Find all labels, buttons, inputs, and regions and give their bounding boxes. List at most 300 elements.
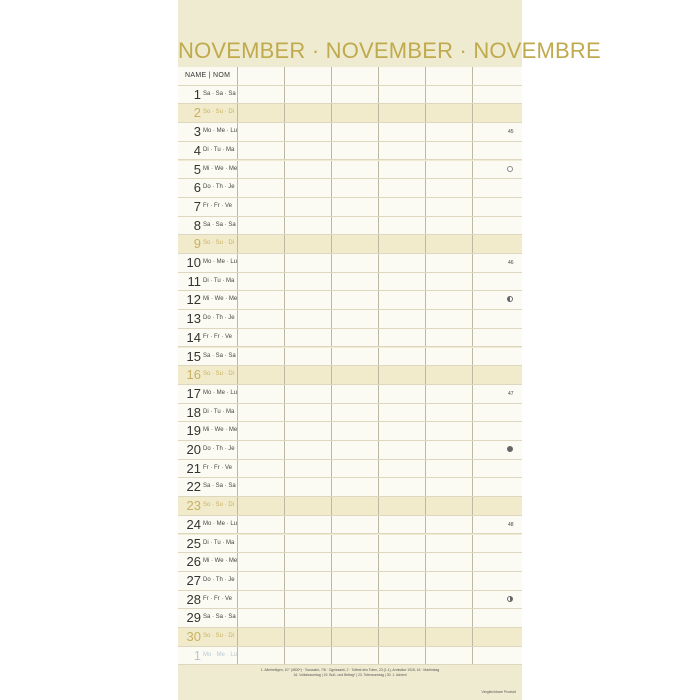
day-row (178, 348, 522, 367)
day-row (178, 460, 522, 479)
day-cell (178, 497, 238, 515)
entry-cell-col-1[interactable] (238, 647, 285, 665)
entry-cell-col-5[interactable] (426, 67, 473, 85)
day-number: 8 (193, 217, 201, 233)
entry-cell-col-3[interactable] (332, 497, 379, 515)
entry-cell-col-3[interactable] (332, 385, 379, 403)
day-names: Fr · Fr · Ve (203, 202, 232, 209)
entry-cell-col-5[interactable] (426, 217, 473, 235)
day-row (178, 235, 522, 254)
day-cell (178, 123, 238, 141)
entry-cell-col-5[interactable] (426, 422, 473, 440)
entry-cell-col-3[interactable] (332, 310, 379, 328)
name-header-cell (178, 67, 238, 85)
entry-cell-col-6[interactable] (473, 535, 522, 553)
entry-cell-col-4[interactable] (379, 591, 426, 609)
entry-cell-col-3[interactable] (332, 123, 379, 141)
entry-cell-col-1[interactable] (238, 86, 285, 104)
entry-cell-col-2[interactable] (285, 385, 332, 403)
day-number: 25 (186, 535, 201, 551)
entry-cell-col-3[interactable] (332, 404, 379, 422)
entry-cell-col-6[interactable] (473, 179, 522, 197)
entry-cell-col-6[interactable] (473, 310, 522, 328)
day-number: 29 (186, 610, 201, 626)
entry-cell-col-3[interactable] (332, 291, 379, 309)
entry-cell-col-4[interactable] (379, 329, 426, 347)
entry-cell-col-5[interactable] (426, 628, 473, 646)
entry-cell-col-5[interactable] (426, 142, 473, 160)
day-names: Mo · Me · Lu (203, 651, 238, 658)
day-names: Mi · We · Me (203, 427, 238, 434)
entry-cell-col-1[interactable] (238, 516, 285, 534)
day-cell (178, 273, 238, 291)
calendar-page (178, 0, 601, 700)
entry-cell-col-5[interactable] (426, 609, 473, 627)
footer-notes (178, 668, 522, 678)
day-names: Sa · Sa · Sa (203, 483, 236, 490)
day-cell (178, 516, 238, 534)
entry-cell-col-3[interactable] (332, 329, 379, 347)
entry-cell-col-6[interactable] (473, 609, 522, 627)
entry-cell-col-3[interactable] (332, 572, 379, 590)
entry-cell-col-3[interactable] (332, 553, 379, 571)
day-names: Mi · We · Me (203, 296, 238, 303)
entry-cell-col-4[interactable] (379, 553, 426, 571)
entry-cell-col-6[interactable] (473, 553, 522, 571)
day-cell (178, 460, 238, 478)
entry-cell-col-1[interactable] (238, 460, 285, 478)
entry-cell-col-3[interactable] (332, 535, 379, 553)
entry-cell-col-4[interactable] (379, 179, 426, 197)
entry-cell-col-1[interactable] (238, 161, 285, 179)
day-cell (178, 142, 238, 160)
day-cell (178, 609, 238, 627)
day-row (178, 86, 522, 105)
entry-cell-col-6[interactable] (473, 422, 522, 440)
day-cell (178, 385, 238, 403)
entry-cell-col-1[interactable] (238, 385, 285, 403)
entry-cell-col-1[interactable] (238, 535, 285, 553)
entry-cell-col-6[interactable] (473, 254, 522, 272)
entry-cell-col-4[interactable] (379, 478, 426, 496)
entry-cell-col-2[interactable] (285, 404, 332, 422)
entry-cell-col-2[interactable] (285, 497, 332, 515)
entry-cell-col-4[interactable] (379, 254, 426, 272)
entry-cell-col-1[interactable] (238, 441, 285, 459)
day-number: 21 (186, 460, 201, 476)
day-names: Fr · Fr · Ve (203, 464, 232, 471)
entry-cell-col-6[interactable] (473, 460, 522, 478)
entry-cell-col-6[interactable] (473, 67, 522, 85)
day-row (178, 553, 522, 572)
month-title: NOVEMBER · NOVEMBER · NOVEMBRE (178, 38, 601, 63)
entry-cell-col-3[interactable] (332, 478, 379, 496)
entry-cell-col-5[interactable] (426, 553, 473, 571)
day-cell (178, 235, 238, 253)
entry-cell-col-6[interactable] (473, 497, 522, 515)
entry-cell-col-4[interactable] (379, 86, 426, 104)
entry-cell-col-3[interactable] (332, 104, 379, 122)
entry-cell-col-1[interactable] (238, 366, 285, 384)
entry-cell-col-2[interactable] (285, 478, 332, 496)
entry-cell-col-6[interactable] (473, 273, 522, 291)
entry-cell-col-6[interactable] (473, 104, 522, 122)
entry-cell-col-6[interactable] (473, 478, 522, 496)
entry-cell-col-5[interactable] (426, 572, 473, 590)
day-cell (178, 404, 238, 422)
entry-cell-col-3[interactable] (332, 591, 379, 609)
day-cell (178, 86, 238, 104)
day-number: 14 (186, 329, 201, 345)
entry-cell-col-4[interactable] (379, 385, 426, 403)
entry-cell-col-1[interactable] (238, 591, 285, 609)
entry-cell-col-5[interactable] (426, 179, 473, 197)
entry-cell-col-2[interactable] (285, 142, 332, 160)
entry-cell-col-4[interactable] (379, 404, 426, 422)
entry-cell-col-5[interactable] (426, 291, 473, 309)
entry-cell-col-2[interactable] (285, 572, 332, 590)
entry-cell-col-4[interactable] (379, 628, 426, 646)
entry-cell-col-4[interactable] (379, 291, 426, 309)
entry-cell-col-3[interactable] (332, 161, 379, 179)
entry-cell-col-6[interactable] (473, 647, 522, 665)
week-number: 47 (508, 390, 514, 397)
entry-cell-col-1[interactable] (238, 329, 285, 347)
entry-cell-col-2[interactable] (285, 647, 332, 665)
entry-cell-col-1[interactable] (238, 179, 285, 197)
entry-cell-col-6[interactable] (473, 441, 522, 459)
day-number: 5 (193, 161, 201, 177)
day-names: Mo · Me · Lu (203, 259, 238, 265)
entry-cell-col-1[interactable] (238, 254, 285, 272)
day-row (178, 572, 522, 591)
entry-cell-col-4[interactable] (379, 273, 426, 291)
day-number: 30 (186, 629, 201, 644)
day-row (178, 161, 522, 180)
day-cell (178, 535, 238, 553)
entry-cell-col-4[interactable] (379, 142, 426, 160)
day-names: Mo · Me · Lu (203, 128, 238, 135)
entry-cell-col-5[interactable] (426, 404, 473, 422)
entry-cell-col-5[interactable] (426, 161, 473, 179)
day-names: Fr · Fr · Ve (203, 333, 232, 340)
entry-cell-col-4[interactable] (379, 67, 426, 85)
day-names: Di · Tu · Ma (203, 539, 235, 546)
entry-cell-col-6[interactable] (473, 329, 522, 347)
entry-cell-col-4[interactable] (379, 609, 426, 627)
entry-cell-col-1[interactable] (238, 497, 285, 515)
entry-cell-col-2[interactable] (285, 198, 332, 216)
entry-cell-col-5[interactable] (426, 198, 473, 216)
day-row (178, 385, 522, 404)
day-names: Sa · Sa · Sa (203, 614, 236, 621)
entry-cell-col-2[interactable] (285, 366, 332, 384)
entry-cell-col-5[interactable] (426, 348, 473, 366)
entry-cell-col-6[interactable] (473, 348, 522, 366)
entry-cell-col-6[interactable] (473, 628, 522, 646)
entry-cell-col-2[interactable] (285, 553, 332, 571)
day-names: Do · Th · Je (203, 315, 235, 322)
day-cell (178, 329, 238, 347)
publisher-label: Vergleichbare Produkt (481, 690, 516, 694)
day-cell (178, 161, 238, 179)
day-number: 16 (186, 367, 201, 383)
entry-cell-col-1[interactable] (238, 310, 285, 328)
entry-cell-col-3[interactable] (332, 254, 379, 272)
day-cell (178, 310, 238, 328)
entry-cell-col-4[interactable] (379, 516, 426, 534)
entry-cell-col-1[interactable] (238, 273, 285, 291)
moon-full-icon (507, 166, 513, 172)
entry-cell-col-1[interactable] (238, 217, 285, 235)
entry-cell-col-5[interactable] (426, 104, 473, 122)
day-cell (178, 254, 238, 272)
day-number: 4 (193, 142, 201, 158)
entry-cell-col-2[interactable] (285, 628, 332, 646)
entry-cell-col-2[interactable] (285, 310, 332, 328)
entry-cell-col-4[interactable] (379, 497, 426, 515)
day-row (178, 404, 522, 423)
day-row (178, 609, 522, 628)
day-number: 24 (186, 516, 201, 532)
entry-cell-col-5[interactable] (426, 535, 473, 553)
day-row (178, 179, 522, 198)
entry-cell-col-2[interactable] (285, 254, 332, 272)
day-number: 9 (193, 236, 201, 252)
entry-cell-col-2[interactable] (285, 348, 332, 366)
day-names: Mi · We · Me (203, 558, 238, 565)
entry-cell-col-5[interactable] (426, 441, 473, 459)
entry-cell-col-1[interactable] (238, 478, 285, 496)
day-number: 27 (186, 572, 201, 588)
entry-cell-col-3[interactable] (332, 422, 379, 440)
entry-cell-col-2[interactable] (285, 460, 332, 478)
entry-cell-col-5[interactable] (426, 591, 473, 609)
entry-cell-col-1[interactable] (238, 628, 285, 646)
entry-cell-col-6[interactable] (473, 235, 522, 253)
entry-cell-col-5[interactable] (426, 235, 473, 253)
entry-cell-col-2[interactable] (285, 535, 332, 553)
entry-cell-col-6[interactable] (473, 198, 522, 216)
entry-cell-col-3[interactable] (332, 647, 379, 665)
entry-cell-col-3[interactable] (332, 516, 379, 534)
entry-cell-col-2[interactable] (285, 291, 332, 309)
entry-cell-col-6[interactable] (473, 142, 522, 160)
entry-cell-col-1[interactable] (238, 67, 285, 85)
day-names: So · Su · Di (203, 502, 235, 509)
entry-cell-col-4[interactable] (379, 441, 426, 459)
day-number: 15 (186, 348, 201, 364)
day-row (178, 647, 522, 666)
entry-cell-col-6[interactable] (473, 572, 522, 590)
entry-cell-col-4[interactable] (379, 235, 426, 253)
day-row (178, 422, 522, 441)
day-names: So · Su · Di (203, 633, 235, 639)
entry-cell-col-2[interactable] (285, 67, 332, 85)
entry-cell-col-5[interactable] (426, 310, 473, 328)
entry-cell-col-2[interactable] (285, 591, 332, 609)
entry-cell-col-5[interactable] (426, 385, 473, 403)
entry-cell-col-5[interactable] (426, 478, 473, 496)
entry-cell-col-4[interactable] (379, 647, 426, 665)
day-row (178, 291, 522, 310)
entry-cell-col-1[interactable] (238, 235, 285, 253)
entry-cell-col-2[interactable] (285, 516, 332, 534)
entry-cell-col-2[interactable] (285, 609, 332, 627)
entry-cell-col-1[interactable] (238, 422, 285, 440)
entry-cell-col-4[interactable] (379, 348, 426, 366)
entry-cell-col-1[interactable] (238, 123, 285, 141)
entry-cell-col-2[interactable] (285, 235, 332, 253)
day-row (178, 516, 522, 535)
day-row (178, 441, 522, 460)
entry-cell-col-3[interactable] (332, 142, 379, 160)
footer-line-1: 1. Allerheiligen, 10° (4500*) · Toussaint, 7/8 · Ognissanti, 2 · Totfest des Toten, 23 (1.1), Armistice 1918, 16 · Martinstag (260, 668, 440, 672)
entry-cell-col-3[interactable] (332, 179, 379, 197)
entry-cell-col-5[interactable] (426, 366, 473, 384)
entry-cell-col-4[interactable] (379, 572, 426, 590)
entry-cell-col-6[interactable] (473, 385, 522, 403)
day-number: 6 (193, 180, 201, 196)
day-row (178, 535, 522, 554)
day-cell (178, 422, 238, 440)
day-names: Mi · We · Me (203, 165, 238, 172)
entry-cell-col-2[interactable] (285, 329, 332, 347)
entry-cell-col-6[interactable] (473, 404, 522, 422)
entry-cell-col-2[interactable] (285, 179, 332, 197)
entry-cell-col-3[interactable] (332, 441, 379, 459)
entry-cell-col-4[interactable] (379, 366, 426, 384)
entry-cell-col-5[interactable] (426, 254, 473, 272)
entry-cell-col-5[interactable] (426, 329, 473, 347)
moon-new-icon (507, 446, 513, 452)
day-row (178, 628, 522, 647)
entry-cell-col-4[interactable] (379, 198, 426, 216)
entry-cell-col-3[interactable] (332, 217, 379, 235)
day-names: Fr · Fr · Ve (203, 595, 232, 602)
day-cell (178, 291, 238, 309)
entry-cell-col-4[interactable] (379, 310, 426, 328)
entry-cell-col-1[interactable] (238, 104, 285, 122)
entry-cell-col-4[interactable] (379, 123, 426, 141)
entry-cell-col-4[interactable] (379, 104, 426, 122)
entry-cell-col-2[interactable] (285, 104, 332, 122)
day-number: 26 (186, 554, 201, 570)
day-row (178, 104, 522, 123)
day-number: 28 (186, 591, 201, 607)
entry-cell-col-1[interactable] (238, 609, 285, 627)
day-number: 19 (186, 423, 201, 439)
day-cell (178, 179, 238, 197)
entry-cell-col-5[interactable] (426, 497, 473, 515)
entry-cell-col-5[interactable] (426, 273, 473, 291)
entry-cell-col-1[interactable] (238, 572, 285, 590)
week-number: 45 (508, 129, 514, 136)
entry-cell-col-6[interactable] (473, 217, 522, 235)
entry-cell-col-6[interactable] (473, 86, 522, 104)
day-row (178, 254, 522, 273)
entry-cell-col-1[interactable] (238, 198, 285, 216)
entry-cell-col-2[interactable] (285, 441, 332, 459)
entry-cell-col-4[interactable] (379, 422, 426, 440)
entry-cell-col-4[interactable] (379, 161, 426, 179)
entry-cell-col-4[interactable] (379, 217, 426, 235)
entry-cell-col-3[interactable] (332, 366, 379, 384)
entry-cell-col-2[interactable] (285, 273, 332, 291)
day-cell (178, 441, 238, 459)
entry-cell-col-6[interactable] (473, 366, 522, 384)
day-names: Do · Th · Je (203, 446, 235, 452)
entry-cell-col-6[interactable] (473, 591, 522, 609)
entry-cell-col-1[interactable] (238, 404, 285, 422)
entry-cell-col-5[interactable] (426, 647, 473, 665)
day-cell (178, 366, 238, 384)
entry-cell-col-6[interactable] (473, 123, 522, 141)
day-number: 1 (193, 647, 201, 663)
day-number: 18 (186, 404, 201, 420)
day-names: Do · Th · Je (203, 576, 235, 583)
entry-cell-col-3[interactable] (332, 67, 379, 85)
entry-cell-col-5[interactable] (426, 516, 473, 534)
entry-cell-col-4[interactable] (379, 535, 426, 553)
entry-cell-col-3[interactable] (332, 235, 379, 253)
day-names: So · Su · Di (203, 371, 235, 378)
entry-cell-col-1[interactable] (238, 348, 285, 366)
day-names: So · Su · Di (203, 240, 235, 247)
entry-cell-col-1[interactable] (238, 291, 285, 309)
day-row (178, 217, 522, 236)
day-row (178, 478, 522, 497)
entry-cell-col-5[interactable] (426, 86, 473, 104)
entry-cell-col-2[interactable] (285, 217, 332, 235)
day-names: Mo · Me · Lu (203, 520, 238, 527)
entry-cell-col-3[interactable] (332, 348, 379, 366)
day-number: 7 (193, 198, 201, 214)
entry-cell-col-3[interactable] (332, 86, 379, 104)
day-cell (178, 198, 238, 216)
entry-cell-col-6[interactable] (473, 516, 522, 534)
day-number: 22 (186, 479, 201, 495)
week-number: 48 (508, 521, 514, 528)
day-number: 17 (186, 385, 201, 401)
entry-cell-col-5[interactable] (426, 460, 473, 478)
day-cell (178, 591, 238, 609)
entry-cell-col-2[interactable] (285, 123, 332, 141)
day-cell (178, 478, 238, 496)
day-row (178, 329, 522, 348)
entry-cell-col-5[interactable] (426, 123, 473, 141)
entry-cell-col-3[interactable] (332, 628, 379, 646)
entry-cell-col-2[interactable] (285, 161, 332, 179)
entry-cell-col-1[interactable] (238, 553, 285, 571)
week-number: 46 (508, 260, 514, 266)
day-row (178, 142, 522, 161)
day-names: Mo · Me · Lu (203, 389, 238, 396)
entry-cell-col-2[interactable] (285, 422, 332, 440)
entry-cell-col-2[interactable] (285, 86, 332, 104)
entry-cell-col-3[interactable] (332, 609, 379, 627)
entry-cell-col-3[interactable] (332, 198, 379, 216)
entry-cell-col-6[interactable] (473, 161, 522, 179)
entry-cell-col-1[interactable] (238, 142, 285, 160)
entry-cell-col-4[interactable] (379, 460, 426, 478)
day-number: 20 (186, 442, 201, 457)
entry-cell-col-6[interactable] (473, 291, 522, 309)
day-number: 10 (186, 255, 201, 270)
day-cell (178, 572, 238, 590)
entry-cell-col-3[interactable] (332, 273, 379, 291)
entry-cell-col-3[interactable] (332, 460, 379, 478)
